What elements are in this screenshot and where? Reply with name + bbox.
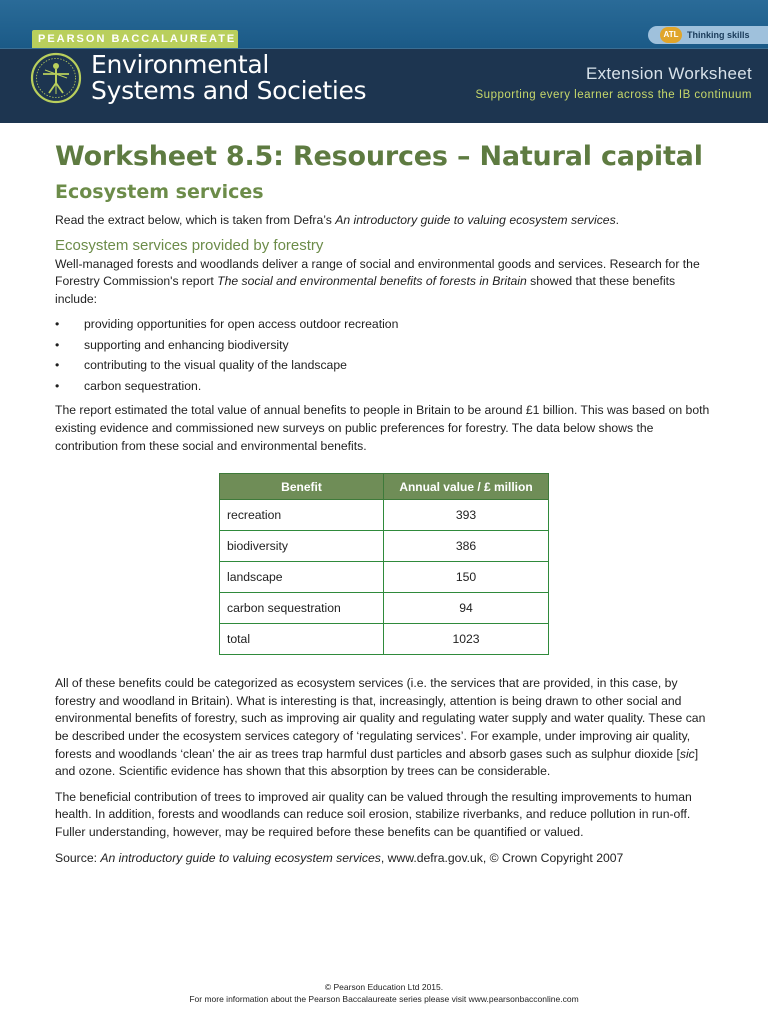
table-header-row: [220, 474, 549, 500]
brand-line-1: Environmental: [91, 50, 269, 79]
list-item: • providing opportunities for open access outdoor recreation: [55, 314, 715, 335]
value-cell: 150: [384, 562, 549, 593]
worksheet-content: [55, 140, 715, 867]
sic-italic: sic: [679, 746, 695, 761]
benefit-cell: carbon sequestration: [220, 593, 384, 624]
list-item: • carbon sequestration.: [55, 376, 715, 397]
benefit-cell: total: [220, 624, 384, 655]
extension-subtitle: Supporting every learner across the IB continuum: [475, 89, 752, 101]
series-label: PEARSON BACCALAUREATE: [32, 30, 238, 48]
table-row: [220, 531, 549, 562]
section-heading: Ecosystem services provided by forestry: [55, 236, 324, 254]
atl-label: Thinking skills: [687, 30, 750, 40]
value-cell: 386: [384, 531, 549, 562]
paragraph-1: Well-managed forests and woodlands deliver a range of social and environmental goods and services. Research for the Forestry Commission's report The social and environmental benefits of forests in Britain showed that these benefits include:: [55, 256, 700, 306]
extension-title: Extension Worksheet: [585, 64, 752, 83]
footer-copyright: © Pearson Education Ltd 2015.: [324, 982, 444, 992]
vitruvian-logo-icon: [30, 52, 82, 104]
table-row: [220, 593, 549, 624]
benefits-list: [55, 314, 715, 396]
value-cell: 1023: [384, 624, 549, 655]
value-cell: 94: [384, 593, 549, 624]
report-title-italic: The social and environmental benefits of forests in Britain: [217, 274, 527, 289]
benefits-table: [219, 473, 549, 655]
table-row-total: [220, 624, 549, 655]
atl-badge-icon: ATL: [660, 27, 682, 43]
brand-title: [91, 52, 366, 104]
list-item: • contributing to the visual quality of the landscape: [55, 355, 715, 376]
value-cell: 393: [384, 500, 549, 531]
intro-paragraph: Read the extract below, which is taken from Defra’s An introductory guide to valuing ecosystem services.: [55, 213, 620, 227]
page-title: Worksheet 8.5: Resources – Natural capital: [55, 141, 703, 172]
brand-line-2: Systems and Societies: [91, 76, 367, 105]
page-header: [0, 0, 768, 123]
paragraph-4: The beneficial contribution of trees to improved air quality can be valued through the resulting improvements to human health. In addition, forests and woodlands can reduce soil erosion, stabilize riverbanks, and reduce pollution in run-off. Fuller understanding, however, may be required before these benefits can be quantified or valued.: [55, 789, 692, 839]
source-citation: Source: An introductory guide to valuing ecosystem services, www.defra.gov.uk, © Crown Copyright 2007: [55, 850, 624, 865]
benefit-cell: recreation: [220, 500, 384, 531]
list-item: • supporting and enhancing biodiversity: [55, 335, 715, 356]
table-row: [220, 500, 549, 531]
intro-title-italic: An introductory guide to valuing ecosystem services: [335, 213, 616, 227]
paragraph-2: The report estimated the total value of annual benefits to people in Britain to be around £1 billion. This was based on both existing evidence and commissioned new surveys on public preferences for forestry. The data below shows the contribution from these social and environmental benefits.: [55, 403, 710, 453]
benefit-cell: landscape: [220, 562, 384, 593]
benefit-cell: biodiversity: [220, 531, 384, 562]
paragraph-3: All of these benefits could be categorized as ecosystem services (i.e. the services that are provided, in this case, by forestry and woodland in Britain). What is interesting is that, increasingly, attention is being drawn to other social and environmental benefits of forestry, such as improving air quality and regulating water supply and water quality. These can be described under the ecosystem services category of ‘regulating services’. For example, under improving air quality, forests and woodlands ‘clean’ the air as trees trap harmful dust particles and absorb gases such as sulphur dioxide [sic] and ozone. Scientific evidence has shown that this absorption by trees can be considerable.: [55, 676, 706, 779]
table-row: [220, 562, 549, 593]
column-header-benefit: Benefit: [220, 474, 384, 500]
footer-info: For more information about the Pearson Baccalaureate series please visit www.pearsonbacconline.com: [189, 994, 579, 1004]
source-title-italic: An introductory guide to valuing ecosystem services: [100, 850, 381, 865]
page-footer: [0, 981, 768, 1005]
column-header-value: Annual value / £ million: [384, 474, 549, 500]
page-subtitle: Ecosystem services: [55, 181, 264, 203]
